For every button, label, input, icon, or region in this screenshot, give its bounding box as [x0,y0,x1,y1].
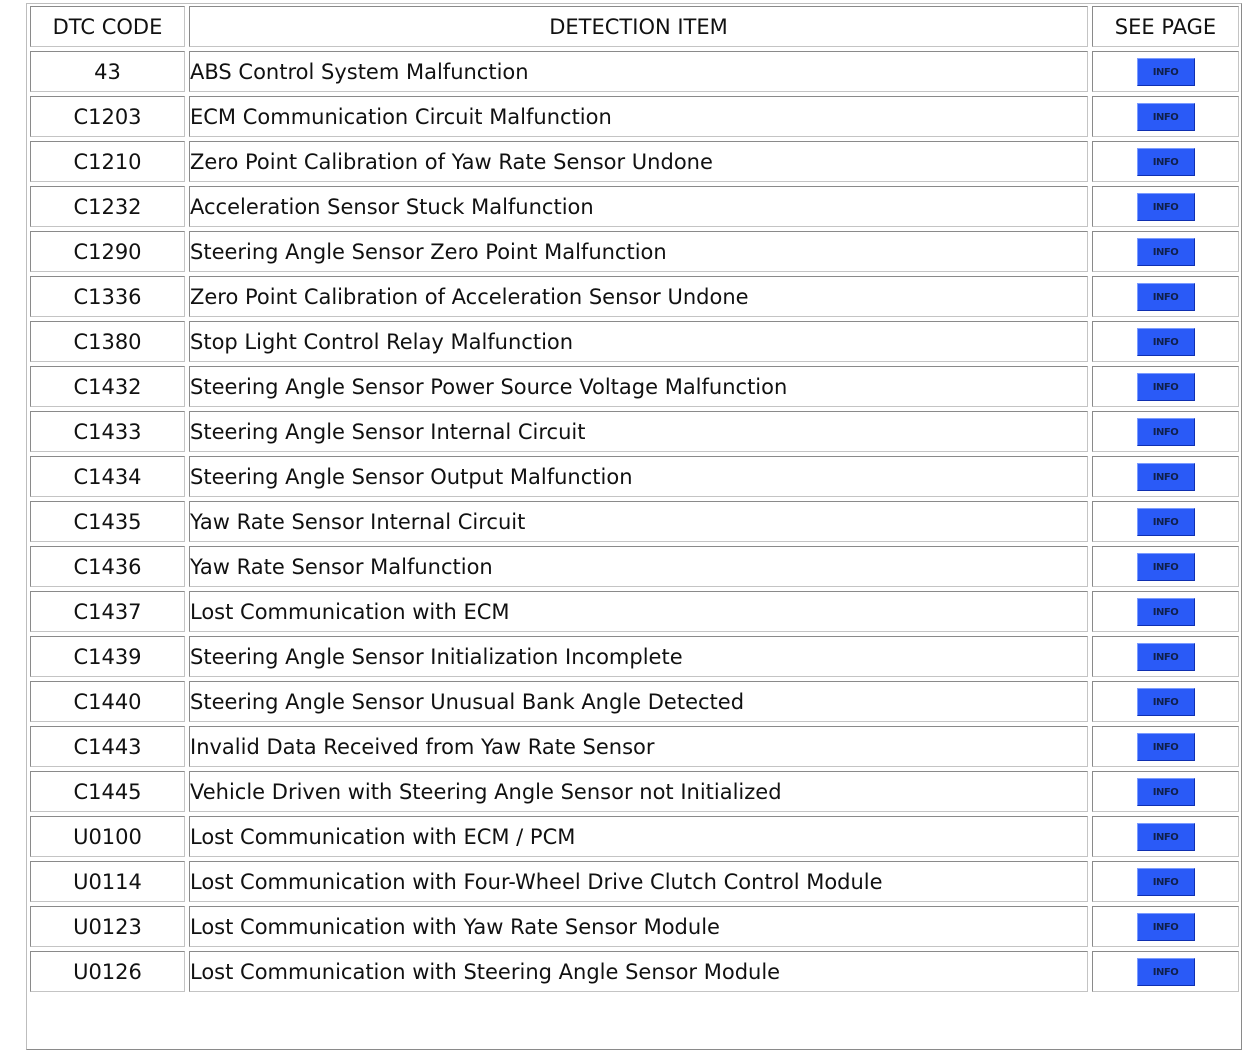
info-button[interactable]: INFO [1137,553,1195,581]
see-page-cell [1092,321,1239,362]
table-row [30,591,1239,632]
info-button[interactable]: INFO [1137,193,1195,221]
see-page-cell [1092,411,1239,452]
info-button[interactable]: INFO [1137,778,1195,806]
dtc-code-cell: C1380 [30,321,185,362]
dtc-code-cell: C1440 [30,681,185,722]
table-row [30,771,1239,812]
table-row [30,141,1239,182]
detection-item-cell: Steering Angle Sensor Unusual Bank Angle Detected [189,681,1088,722]
detection-item-cell: Steering Angle Sensor Zero Point Malfunction [189,231,1088,272]
detection-item-cell: Steering Angle Sensor Output Malfunction [189,456,1088,497]
dtc-table [26,2,1243,996]
see-page-cell [1092,51,1239,92]
header-see-page: SEE PAGE [1092,6,1239,47]
see-page-cell [1092,726,1239,767]
table-row [30,276,1239,317]
info-button[interactable]: INFO [1137,373,1195,401]
dtc-code-cell: C1433 [30,411,185,452]
info-button[interactable]: INFO [1137,238,1195,266]
table-row [30,186,1239,227]
table-row [30,456,1239,497]
see-page-cell [1092,636,1239,677]
info-button[interactable]: INFO [1137,508,1195,536]
table-row [30,96,1239,137]
detection-item-cell: ABS Control System Malfunction [189,51,1088,92]
info-button[interactable]: INFO [1137,328,1195,356]
info-button[interactable]: INFO [1137,733,1195,761]
see-page-cell [1092,906,1239,947]
dtc-code-cell: 43 [30,51,185,92]
dtc-code-cell: U0126 [30,951,185,992]
see-page-cell [1092,186,1239,227]
dtc-code-cell: U0123 [30,906,185,947]
detection-item-cell: Acceleration Sensor Stuck Malfunction [189,186,1088,227]
info-button[interactable]: INFO [1137,58,1195,86]
detection-item-cell: Vehicle Driven with Steering Angle Sensor not Initialized [189,771,1088,812]
dtc-code-cell: U0100 [30,816,185,857]
header-detection-item: DETECTION ITEM [189,6,1088,47]
detection-item-cell: Lost Communication with ECM / PCM [189,816,1088,857]
info-button[interactable]: INFO [1137,688,1195,716]
info-button[interactable]: INFO [1137,823,1195,851]
table-row [30,861,1239,902]
dtc-code-cell: C1232 [30,186,185,227]
info-button[interactable]: INFO [1137,463,1195,491]
header-dtc-code: DTC CODE [30,6,185,47]
detection-item-cell: Steering Angle Sensor Power Source Voltage Malfunction [189,366,1088,407]
detection-item-cell: Zero Point Calibration of Yaw Rate Sensor Undone [189,141,1088,182]
detection-item-cell: Yaw Rate Sensor Malfunction [189,546,1088,587]
dtc-code-cell: C1435 [30,501,185,542]
table-row [30,726,1239,767]
table-header-row [30,6,1239,47]
info-button[interactable]: INFO [1137,958,1195,986]
dtc-code-cell: C1336 [30,276,185,317]
see-page-cell [1092,456,1239,497]
info-button[interactable]: INFO [1137,103,1195,131]
dtc-code-cell: C1443 [30,726,185,767]
dtc-code-cell: C1432 [30,366,185,407]
see-page-cell [1092,141,1239,182]
detection-item-cell: Lost Communication with Yaw Rate Sensor Module [189,906,1088,947]
info-button[interactable]: INFO [1137,868,1195,896]
dtc-code-cell: C1434 [30,456,185,497]
info-button[interactable]: INFO [1137,418,1195,446]
see-page-cell [1092,951,1239,992]
detection-item-cell: Steering Angle Sensor Internal Circuit [189,411,1088,452]
see-page-cell [1092,861,1239,902]
info-button[interactable]: INFO [1137,643,1195,671]
detection-item-cell: Lost Communication with Four-Wheel Drive Clutch Control Module [189,861,1088,902]
see-page-cell [1092,276,1239,317]
info-button[interactable]: INFO [1137,148,1195,176]
see-page-cell [1092,771,1239,812]
dtc-code-cell: C1439 [30,636,185,677]
table-row [30,906,1239,947]
see-page-cell [1092,96,1239,137]
detection-item-cell: ECM Communication Circuit Malfunction [189,96,1088,137]
table-row [30,231,1239,272]
detection-item-cell: Yaw Rate Sensor Internal Circuit [189,501,1088,542]
see-page-cell [1092,366,1239,407]
dtc-code-cell: C1436 [30,546,185,587]
table-row [30,546,1239,587]
detection-item-cell: Steering Angle Sensor Initialization Incomplete [189,636,1088,677]
detection-item-cell: Invalid Data Received from Yaw Rate Sensor [189,726,1088,767]
table-row [30,951,1239,992]
see-page-cell [1092,501,1239,542]
table-row [30,636,1239,677]
detection-item-cell: Lost Communication with Steering Angle Sensor Module [189,951,1088,992]
dtc-code-cell: C1210 [30,141,185,182]
see-page-cell [1092,816,1239,857]
see-page-cell [1092,546,1239,587]
table-row [30,51,1239,92]
table-row [30,411,1239,452]
detection-item-cell: Lost Communication with ECM [189,591,1088,632]
see-page-cell [1092,231,1239,272]
table-body [30,51,1239,992]
detection-item-cell: Stop Light Control Relay Malfunction [189,321,1088,362]
dtc-code-cell: C1203 [30,96,185,137]
table-row [30,681,1239,722]
see-page-cell [1092,681,1239,722]
see-page-cell [1092,591,1239,632]
info-button[interactable]: INFO [1137,913,1195,941]
table-row [30,501,1239,542]
info-button[interactable]: INFO [1137,283,1195,311]
detection-item-cell: Zero Point Calibration of Acceleration Sensor Undone [189,276,1088,317]
dtc-code-cell: C1290 [30,231,185,272]
info-button[interactable]: INFO [1137,598,1195,626]
dtc-code-cell: C1445 [30,771,185,812]
dtc-code-cell: C1437 [30,591,185,632]
dtc-code-cell: U0114 [30,861,185,902]
table-row [30,366,1239,407]
dtc-table-frame [26,3,1242,1050]
table-row [30,321,1239,362]
table-row [30,816,1239,857]
